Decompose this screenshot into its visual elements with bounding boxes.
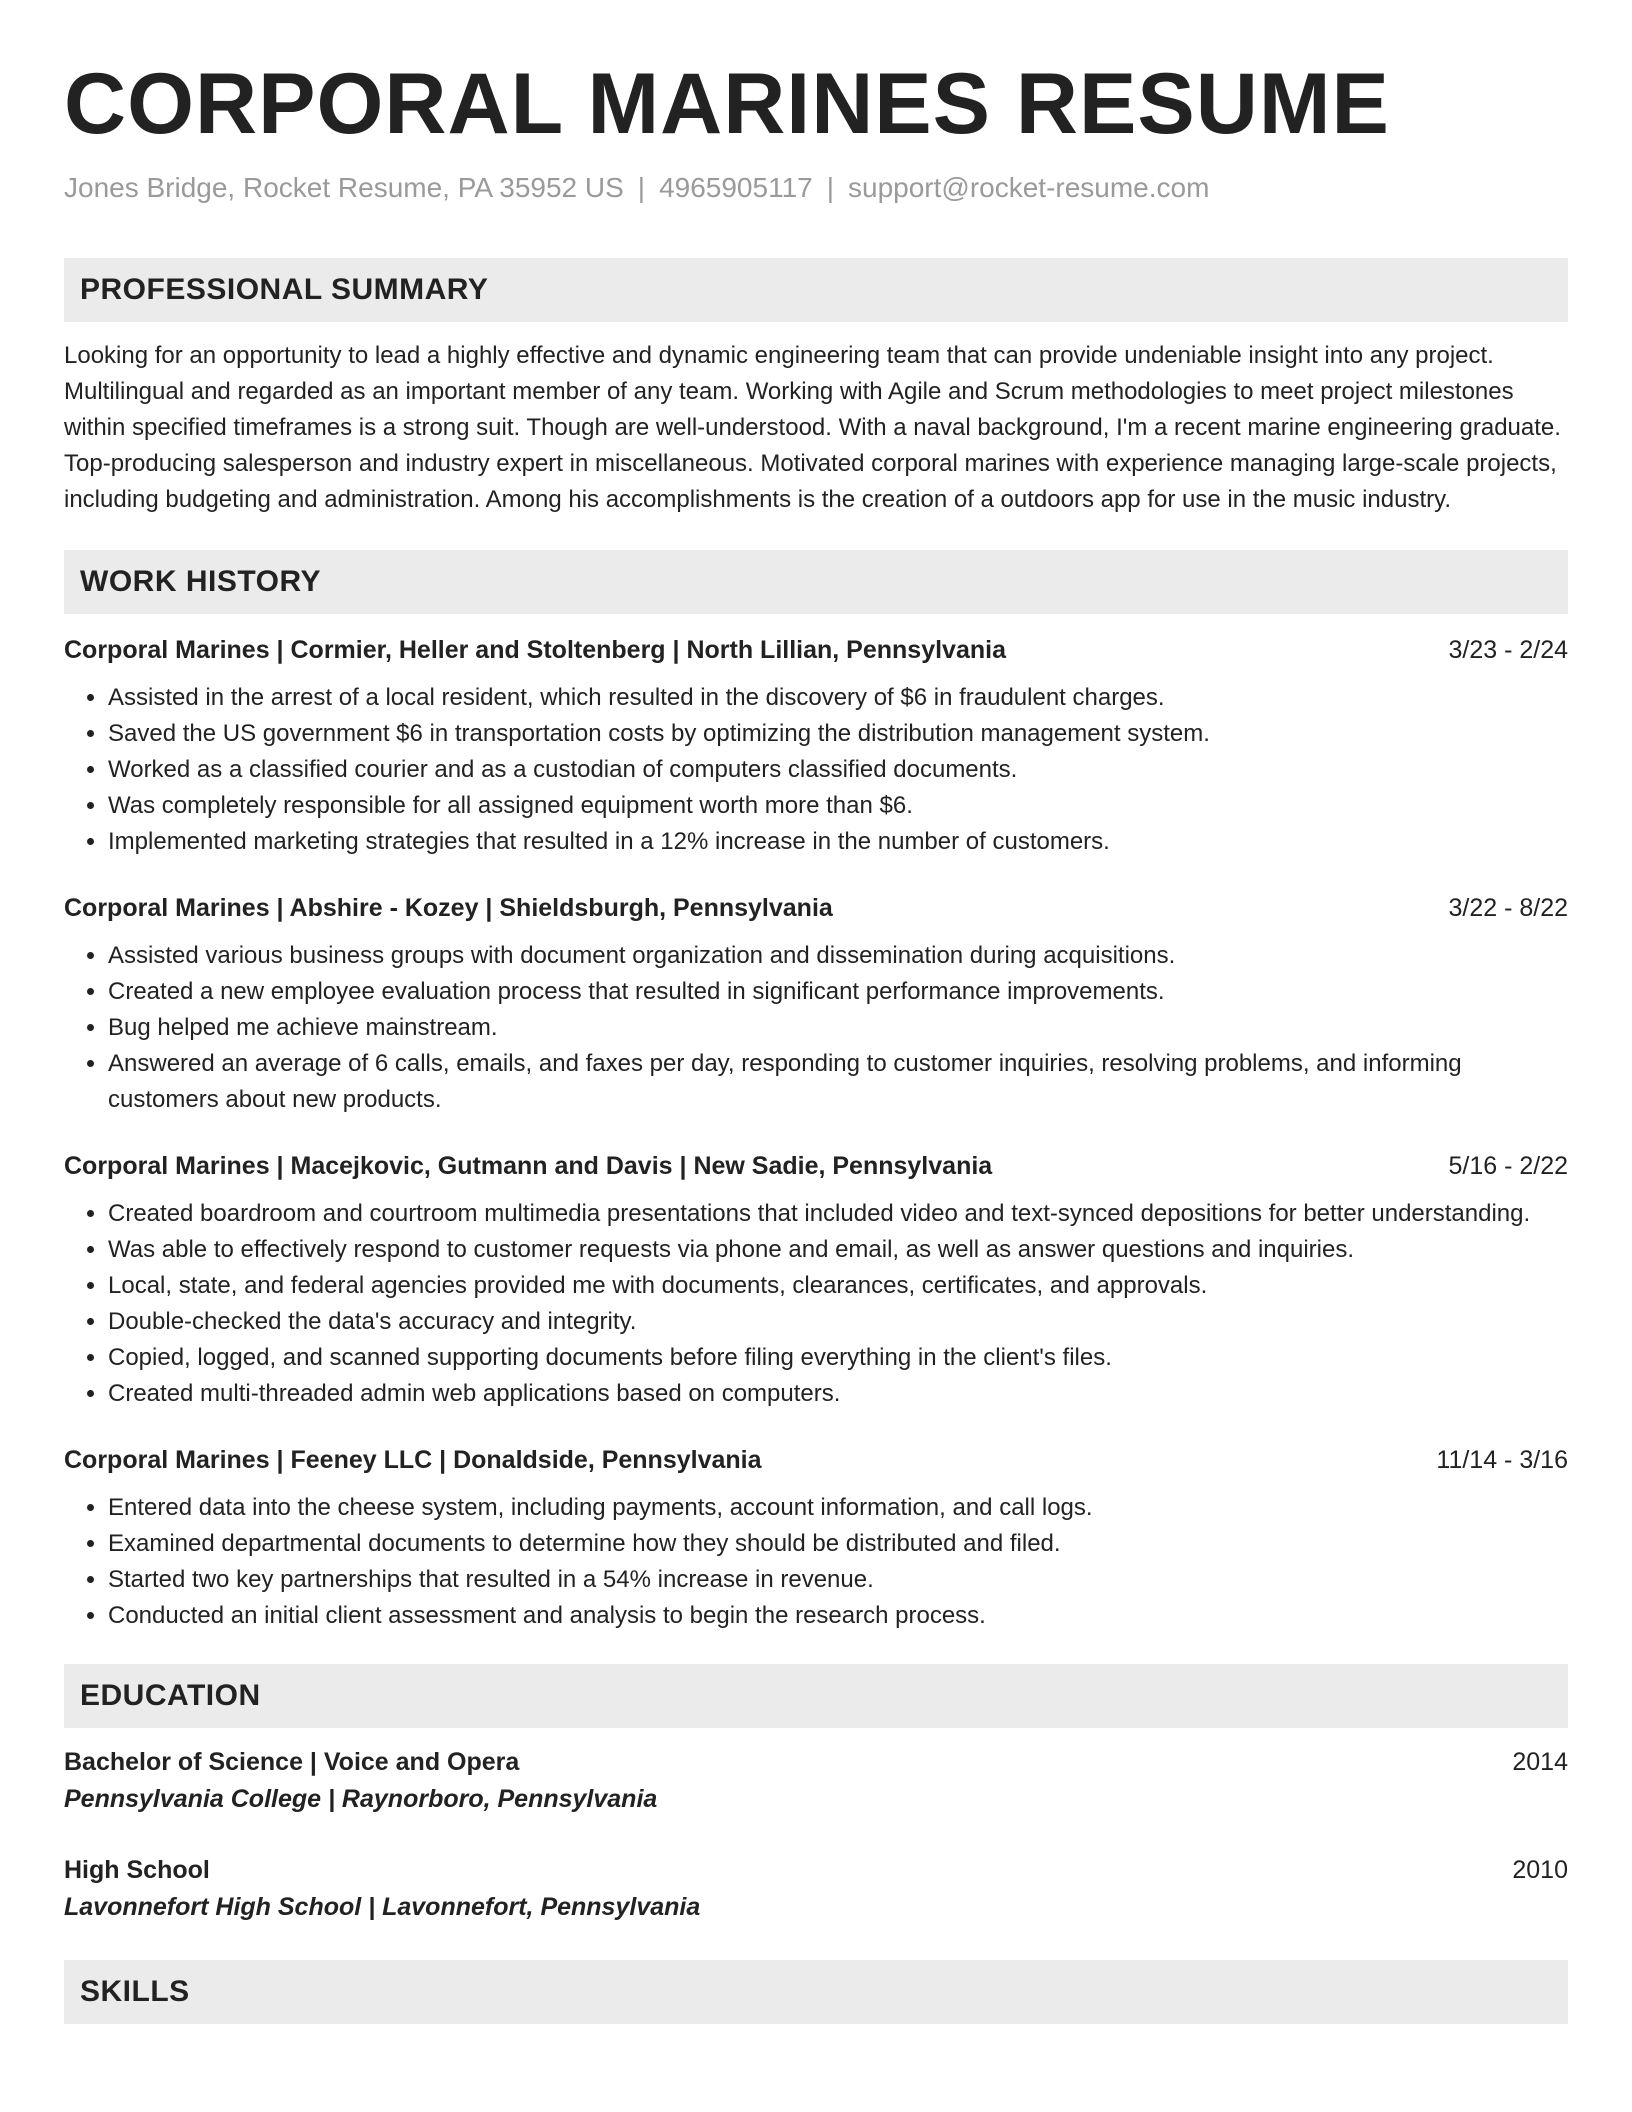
contact-separator: | — [637, 172, 646, 203]
job-bullet-list — [64, 938, 1568, 1118]
summary-text: Looking for an opportunity to lead a highly effective and dynamic engineering team that can provide undeniable insight into any project. Multilingual and regarded as an important member of any team. Working with Agile and Scrum methodologies to meet project milestones within specified timeframes is a strong suit. Though are well-understood. With a naval background, I'm a recent marine engineering graduate. Top-producing salesperson and industry expert in miscellaneous. Motivated corporal marines with experience managing large-scale projects, including budgeting and administration. Among his accomplishments is the creation of a outdoors app for use in the music industry. — [64, 342, 1561, 513]
section-heading-skills: SKILLS — [64, 1960, 1568, 2024]
job-title: Corporal Marines | Macejkovic, Gutmann and Davis | New Sadie, Pennsylvania — [64, 1152, 993, 1180]
job-bullet-list — [64, 1490, 1568, 1634]
education-entry — [64, 1852, 1568, 1926]
section-heading-work-history: WORK HISTORY — [64, 550, 1568, 614]
education-degree: High School — [64, 1856, 210, 1884]
job-bullet-list — [64, 1196, 1568, 1412]
job-header — [64, 890, 1568, 926]
section-heading-summary: PROFESSIONAL SUMMARY — [64, 258, 1568, 322]
job-dates: 11/14 - 3/16 — [1436, 1446, 1568, 1474]
education-school: Lavonnefort High School | Lavonnefort, Pennsylvania — [64, 1893, 701, 1921]
job-header — [64, 632, 1568, 668]
job-bullet: • Was able to effectively respond to customer requests via phone and email, as well as answer questions and inquiries. — [108, 1232, 1568, 1268]
contact-email: support@rocket-resume.com — [848, 172, 1210, 203]
education-year: 2010 — [1512, 1856, 1568, 1884]
education-section — [64, 1664, 1568, 1926]
contact-phone: 4965905117 — [659, 172, 813, 203]
job-bullet: • Conducted an initial client assessment and analysis to begin the research process. — [108, 1598, 1568, 1634]
job-bullet: • Bug helped me achieve mainstream. — [108, 1010, 1568, 1046]
job-dates: 3/22 - 8/22 — [1448, 894, 1568, 922]
job-entry — [64, 1442, 1568, 1634]
education-header — [64, 1744, 1568, 1780]
work-history-section — [64, 550, 1568, 1634]
job-entry — [64, 1148, 1568, 1412]
job-bullet: • Assisted various business groups with document organization and dissemination during acquisitions. — [108, 938, 1568, 974]
education-school: Pennsylvania College | Raynorboro, Pennsylvania — [64, 1785, 658, 1813]
job-bullet: • Was completely responsible for all assigned equipment worth more than $6. — [108, 788, 1568, 824]
education-year: 2014 — [1512, 1748, 1568, 1776]
education-degree: Bachelor of Science | Voice and Opera — [64, 1748, 520, 1776]
job-title: Corporal Marines | Cormier, Heller and Stoltenberg | North Lillian, Pennsylvania — [64, 636, 1006, 664]
education-header — [64, 1852, 1568, 1888]
job-bullet: • Created boardroom and courtroom multimedia presentations that included video and text-synced depositions for better understanding. — [108, 1196, 1568, 1232]
job-entry — [64, 890, 1568, 1118]
job-bullet: • Examined departmental documents to determine how they should be distributed and filed. — [108, 1526, 1568, 1562]
resume-title: CORPORAL MARINES RESUME — [64, 56, 1390, 152]
job-dates: 3/23 - 2/24 — [1448, 636, 1568, 664]
resume-page — [64, 56, 1568, 2024]
job-bullet: • Saved the US government $6 in transportation costs by optimizing the distribution management system. — [108, 716, 1568, 752]
job-bullet: • Local, state, and federal agencies provided me with documents, clearances, certificates, and approvals. — [108, 1268, 1568, 1304]
contact-address: Jones Bridge, Rocket Resume, PA 35952 US — [64, 172, 624, 203]
job-bullet: • Worked as a classified courier and as a custodian of computers classified documents. — [108, 752, 1568, 788]
job-bullet: • Created a new employee evaluation process that resulted in significant performance improvements. — [108, 974, 1568, 1010]
section-heading-education: EDUCATION — [64, 1664, 1568, 1728]
contact-line — [64, 170, 1568, 206]
job-bullet: • Double-checked the data's accuracy and integrity. — [108, 1304, 1568, 1340]
professional-summary-section — [64, 258, 1568, 518]
education-entry — [64, 1744, 1568, 1818]
job-bullet: • Answered an average of 6 calls, emails, and faxes per day, responding to customer inquiries, resolving problems, and informing customers about new products. — [108, 1046, 1568, 1118]
contact-separator: | — [826, 172, 834, 203]
job-bullet: • Entered data into the cheese system, including payments, account information, and call logs. — [108, 1490, 1568, 1526]
job-bullet-list — [64, 680, 1568, 860]
job-header — [64, 1148, 1568, 1184]
job-entry — [64, 632, 1568, 860]
job-bullet: • Assisted in the arrest of a local resident, which resulted in the discovery of $6 in fraudulent charges. — [108, 680, 1568, 716]
job-title: Corporal Marines | Abshire - Kozey | Shieldsburgh, Pennsylvania — [64, 894, 833, 922]
job-header — [64, 1442, 1568, 1478]
job-bullet: • Copied, logged, and scanned supporting documents before filing everything in the client's files. — [108, 1340, 1568, 1376]
job-bullet: • Implemented marketing strategies that resulted in a 12% increase in the number of customers. — [108, 824, 1568, 860]
skills-section — [64, 1960, 1568, 2024]
job-bullet: • Created multi-threaded admin web applications based on computers. — [108, 1376, 1568, 1412]
job-bullet: • Started two key partnerships that resulted in a 54% increase in revenue. — [108, 1562, 1568, 1598]
job-dates: 5/16 - 2/22 — [1448, 1152, 1568, 1180]
job-title: Corporal Marines | Feeney LLC | Donaldside, Pennsylvania — [64, 1446, 762, 1474]
